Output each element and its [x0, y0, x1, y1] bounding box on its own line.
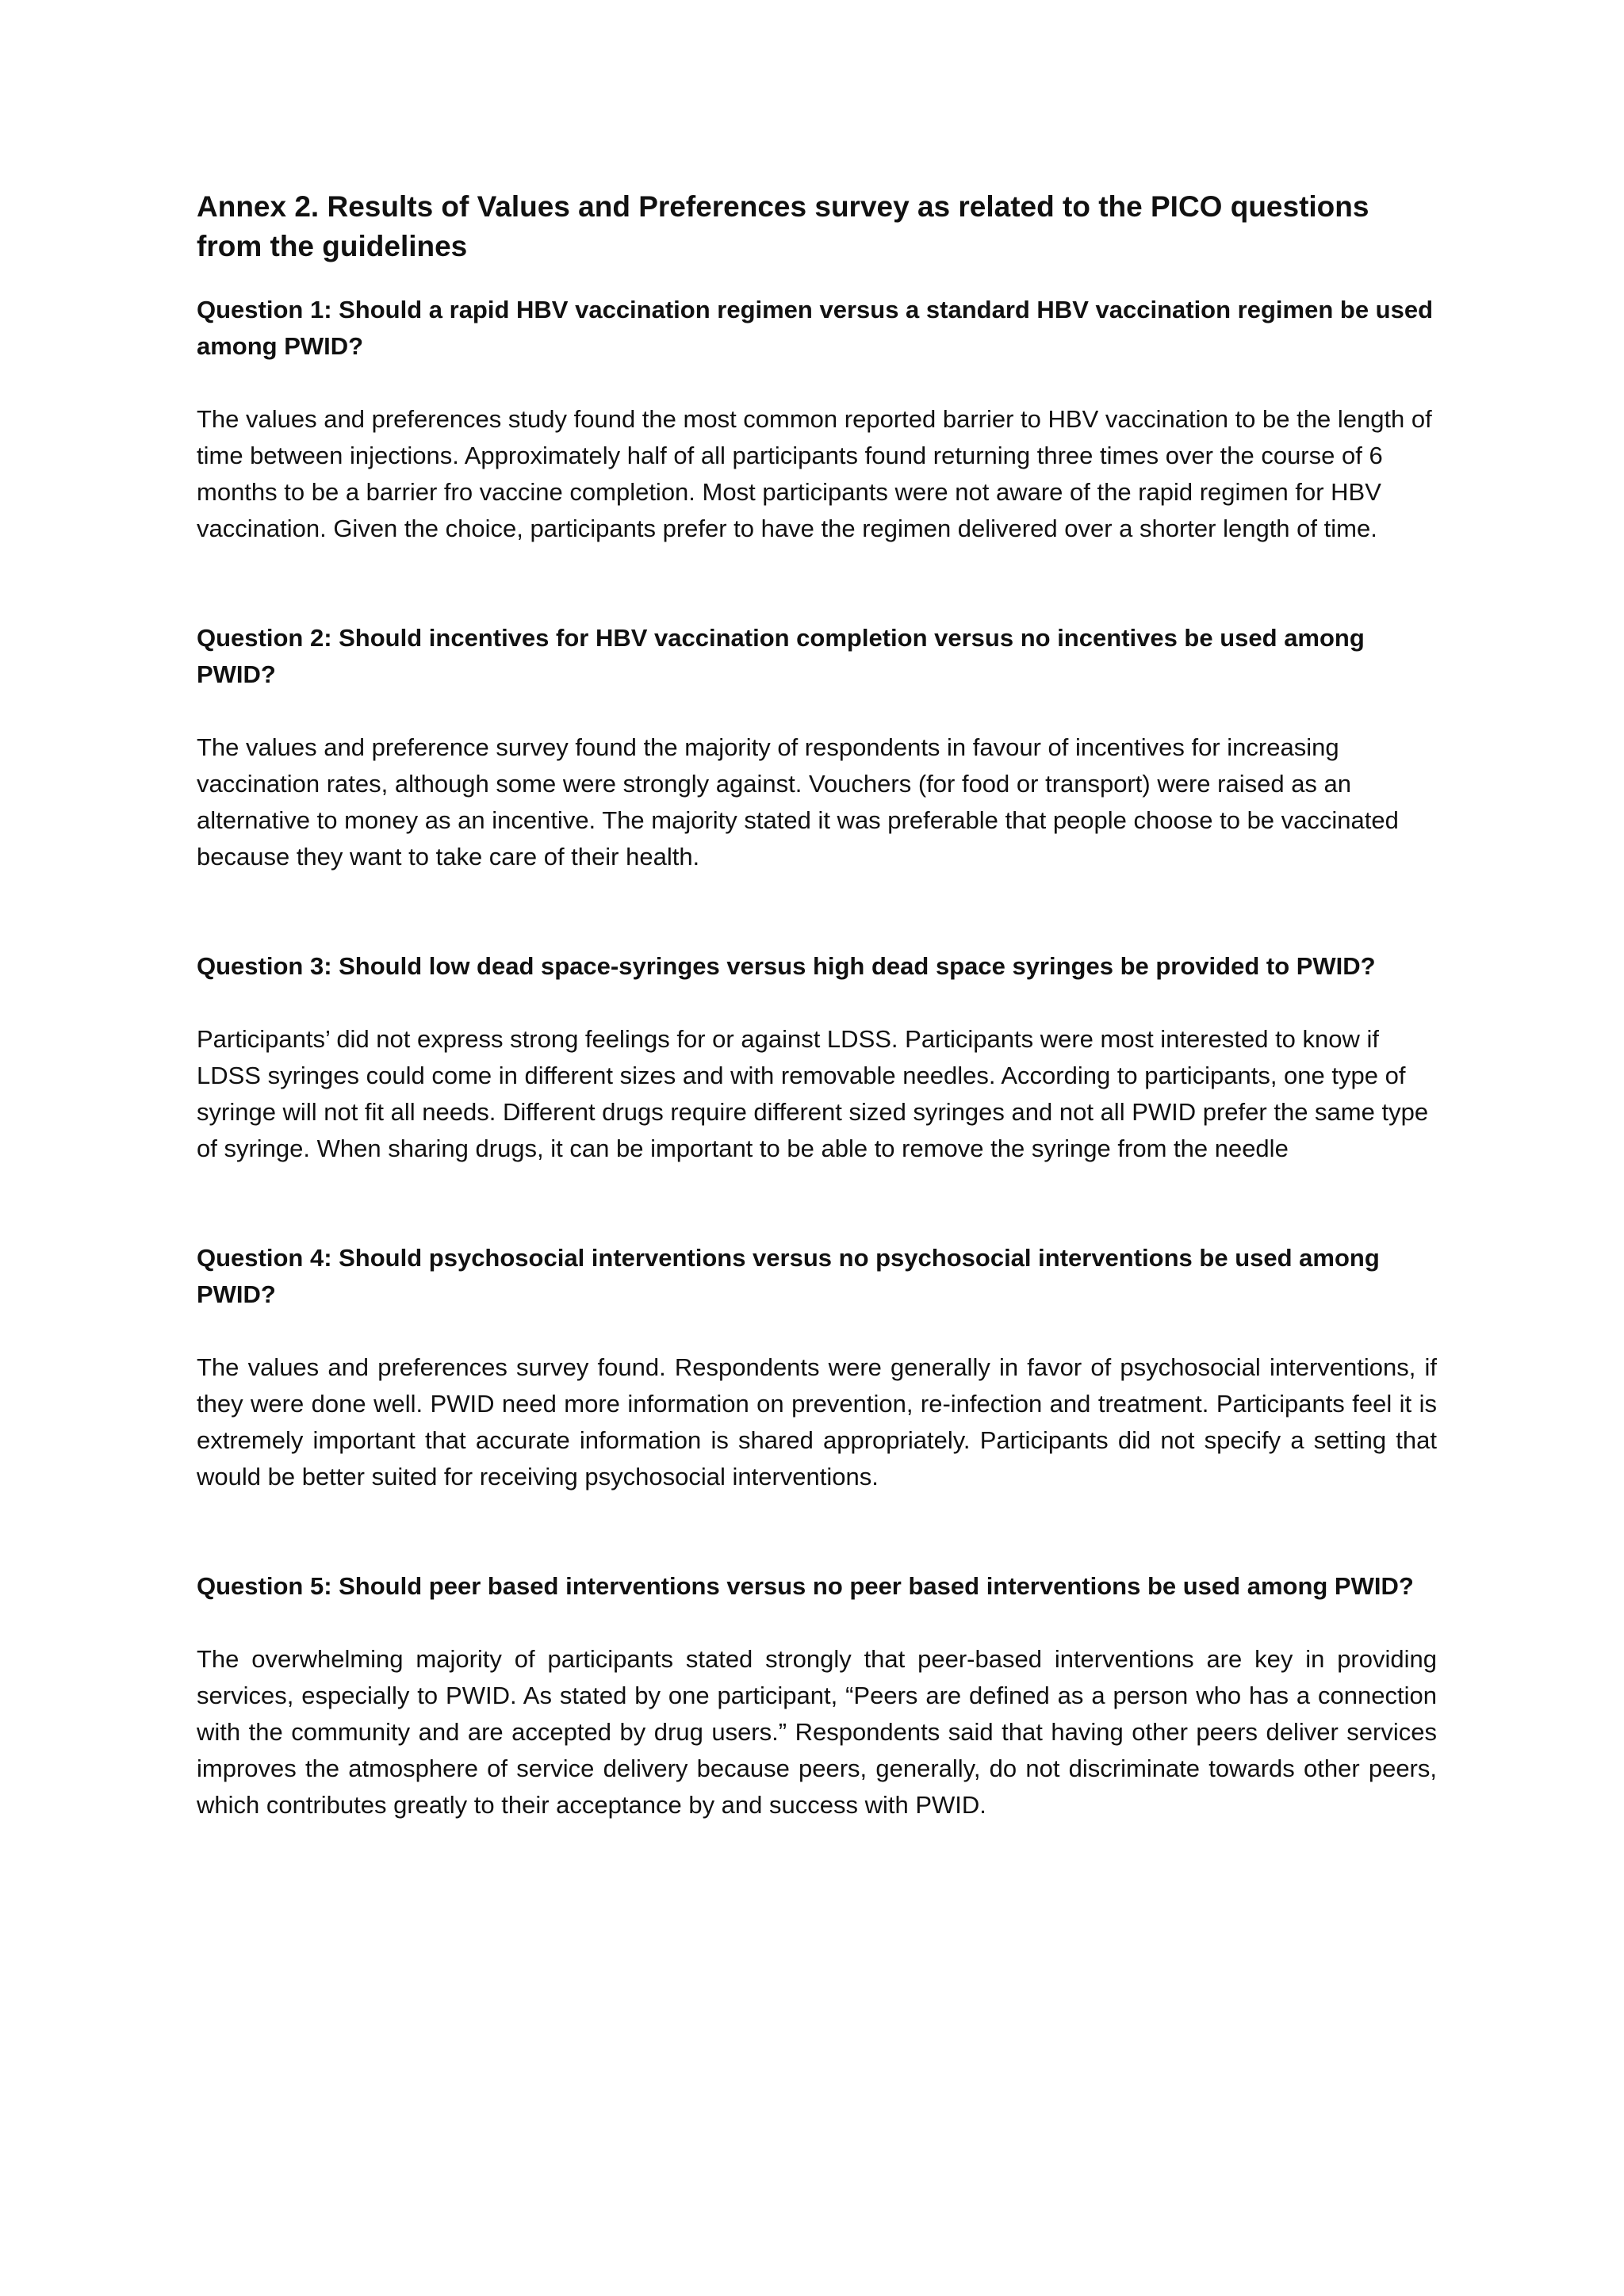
question-2-title: Question 2: Should incentives for HBV vaccination completion versus no incentives be used among PWID? [197, 624, 1365, 688]
question-1-title: Question 1: Should a rapid HBV vaccination regimen versus a standard HBV vaccination regimen be used among PWID? [197, 296, 1434, 360]
question-4-body: The values and preferences survey found. Respondents were generally in favor of psychosocial interventions, if they were done well. PWID need more information on prevention, re-infection and treatment. Participants feel it is extremely important that accurate information is shared appropriately. Participants did not specify a setting that would be better suited for receiving psychosocial interventions. [197, 1353, 1437, 1490]
question-4-title: Question 4: Should psychosocial interventions versus no psychosocial interventions be used among PWID? [197, 1244, 1380, 1308]
question-1-body: The values and preferences study found the most common reported barrier to HBV vaccination to be the length of time between injections. Approximately half of all participants found returning three times over the course of 6 months to be a barrier fro vaccine completion. Most participants were not aware of the rapid regimen for HBV vaccination. Given the choice, participants prefer to have the regimen delivered over a shorter length of time. [197, 405, 1432, 542]
question-5-title: Question 5: Should peer based interventions versus no peer based interventions be used among PWID? [197, 1572, 1414, 1600]
question-3-title: Question 3: Should low dead space-syringes versus high dead space syringes be provided to PWID? [197, 952, 1376, 980]
question-2 [197, 620, 1437, 875]
question-5-body: The overwhelming majority of participants stated strongly that peer-based interventions are key in providing services, especially to PWID. As stated by one participant, “Peers are defined as a person who has a connection with the community and are accepted by drug users.” Respondents said that having other peers deliver services improves the atmosphere of service delivery because peers, generally, do not discriminate towards other peers, which contributes greatly to their acceptance by and success with PWID. [197, 1645, 1437, 1819]
question-1 [197, 292, 1437, 547]
question-2-body: The values and preference survey found the majority of respondents in favour of incentives for increasing vaccination rates, although some were strongly against. Vouchers (for food or transport) were raised as an alternative to money as an incentive. The majority stated it was preferable that people choose to be vaccinated because they want to take care of their health. [197, 733, 1399, 871]
annex-title: Annex 2. Results of Values and Preferences survey as related to the PICO questions from the guidelines [197, 190, 1369, 262]
question-5 [197, 1568, 1437, 1823]
document-page [197, 187, 1437, 1896]
question-4 [197, 1240, 1437, 1495]
question-3 [197, 948, 1437, 1167]
question-3-body: Participants’ did not express strong feelings for or against LDSS. Participants were most interested to know if LDSS syringes could come in different sizes and with removable needles. According to participants, one type of syringe will not fit all needs. Different drugs require different sized syringes and not all PWID prefer the same type of syringe. When sharing drugs, it can be important to be able to remove the syringe from the needle [197, 1025, 1429, 1162]
